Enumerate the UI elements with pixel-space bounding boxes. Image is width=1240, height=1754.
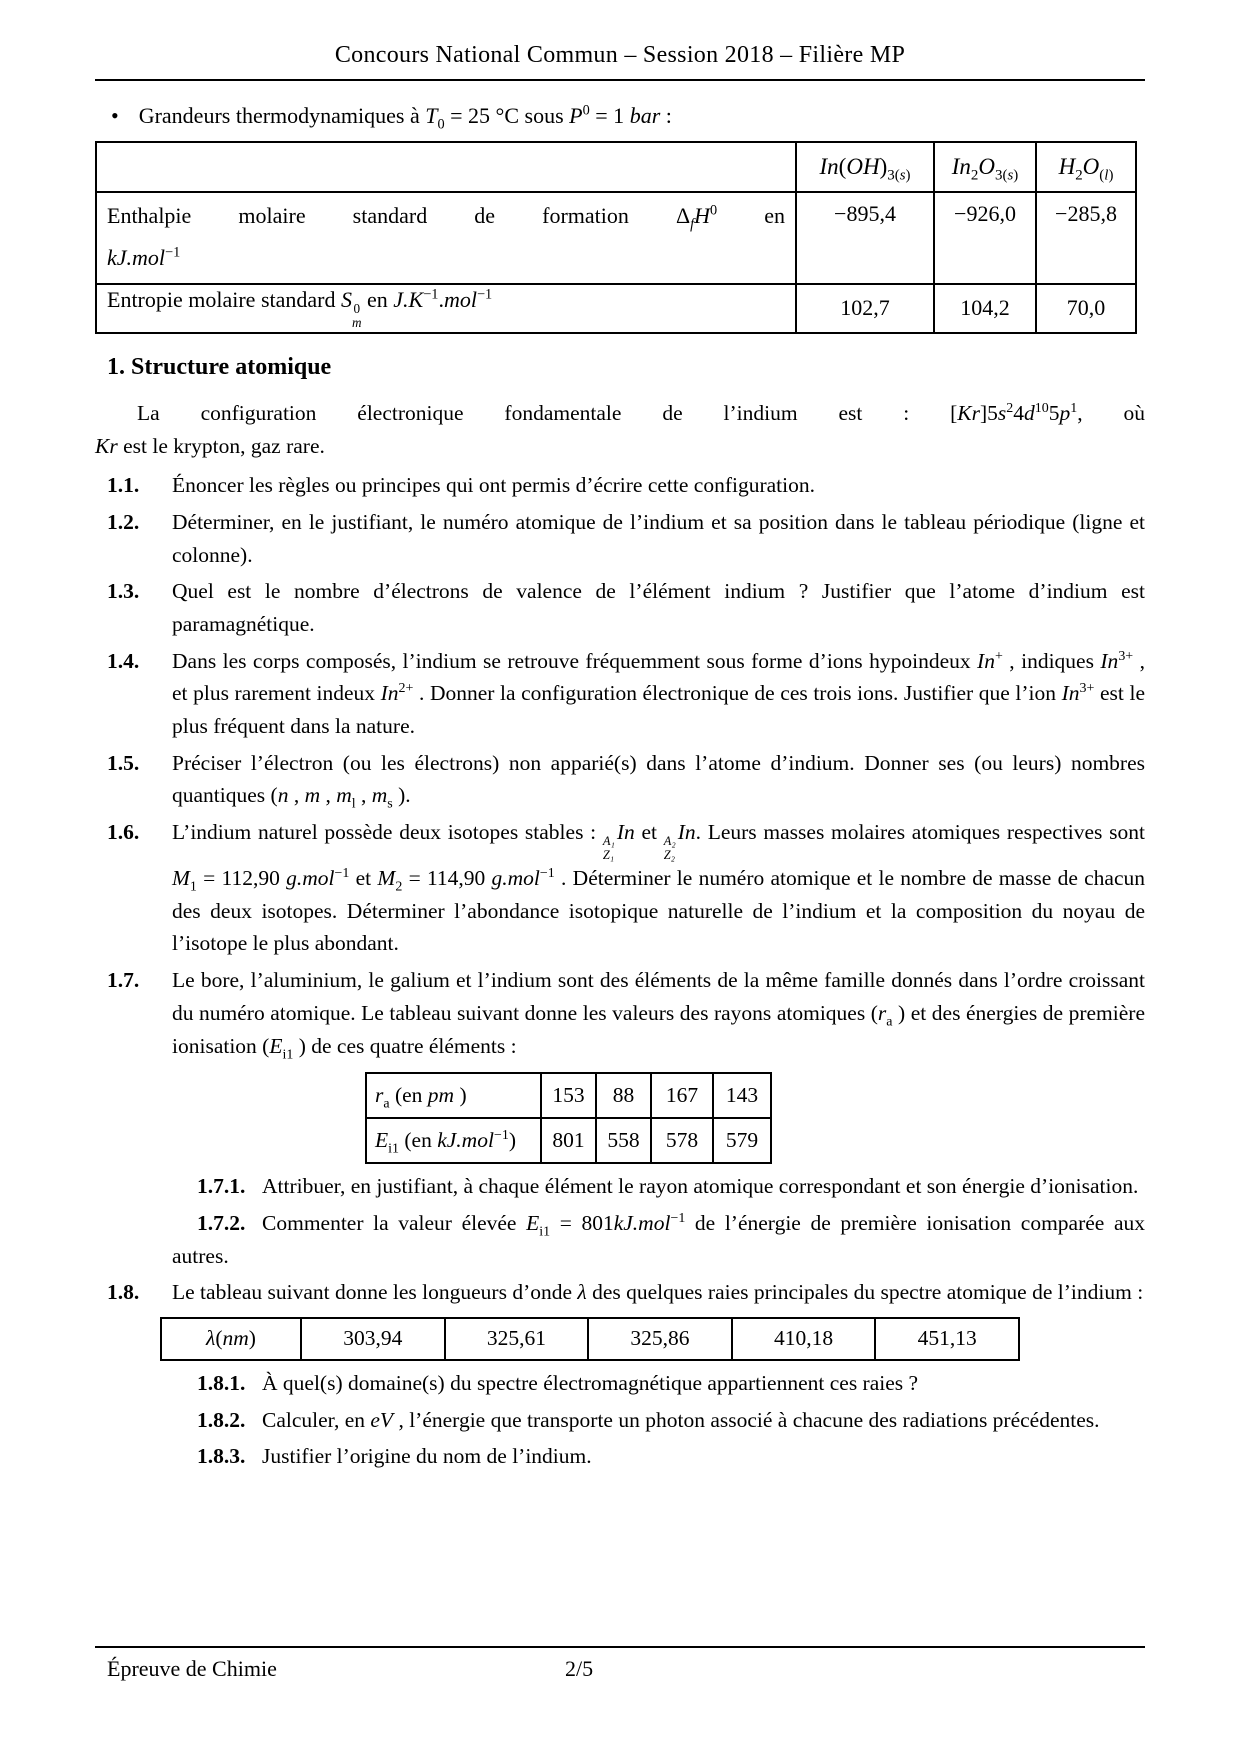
- question-item: [95, 964, 1145, 1062]
- table-cell: 579: [713, 1118, 771, 1163]
- table-cell: −895,4: [796, 192, 934, 284]
- table-cell: $H_2O_{(l)}$: [1036, 142, 1136, 192]
- table-cell: 88: [596, 1073, 651, 1118]
- question-item: [95, 1207, 1145, 1272]
- table-cell: −285,8: [1036, 192, 1136, 284]
- question-text: Le bore, l’aluminium, le galium et l’indium sont des éléments de la même famille donnés dans l’ordre croissant du numéro atomique. Le tableau suivant donne les valeurs des rayons atomiques ($r_a$ ) et des énergies de première ionisation ($E_{i1}$ ) de ces quatre éléments :: [172, 968, 1146, 1062]
- table-cell: 578: [651, 1118, 713, 1163]
- table-cell: 558: [596, 1118, 651, 1163]
- thermo-table: [95, 141, 1137, 334]
- question-item: [95, 575, 1145, 640]
- thermo-intro-line: [95, 102, 1145, 133]
- question-item: [95, 1276, 1145, 1309]
- page-header: [95, 0, 1145, 81]
- question-item: [95, 1404, 1145, 1437]
- table-cell: 143: [713, 1073, 771, 1118]
- table-row: [96, 284, 1136, 333]
- question-text: Calculer, en eV , l’énergie que transporte un photon associé à chacune des radiations précédentes.: [262, 1407, 1100, 1432]
- question-item: [95, 747, 1145, 812]
- wavelength-table: [160, 1317, 1020, 1361]
- question-number: 1.8.3.: [197, 1444, 246, 1469]
- table-cell: $r_a$ (en pm ): [366, 1073, 541, 1118]
- table-cell: 70,0: [1036, 284, 1136, 333]
- table-row: [161, 1318, 1019, 1360]
- footer-subject: Épreuve de Chimie: [107, 1656, 277, 1681]
- question-text: L’indium naturel possède deux isotopes stables : A₁ Z₁ In et A₂ Z₂ In. Leurs masses molaires atomiques respectives sont $M_1 = 112,90$ g.mol$^{-1}$ et $M_2 = 114,90$ g.mol$^{-1}$ . Déterminer le numéro atomique et le nombre de masse de chacun des deux isotopes. Déterminer l’abondance isotopique naturelle de l’indium et la composition du noyau de l’isotope le plus abondant.: [172, 820, 1145, 956]
- question-number: 1.7.2.: [197, 1210, 246, 1235]
- table-cell: 102,7: [796, 284, 934, 333]
- question-number: 1.3.: [107, 579, 140, 604]
- question-number: 1.8.: [107, 1280, 140, 1305]
- table-cell: $E_{i1}$ (en kJ.mol$^{-1}$): [366, 1118, 541, 1163]
- page-content: [95, 0, 1145, 1473]
- section-heading: 1. Structure atomique: [107, 353, 332, 380]
- table-cell: −926,0: [934, 192, 1036, 284]
- table-cell: 325,86: [588, 1318, 732, 1360]
- thermo-intro-text: Grandeurs thermodynamiques à $T_0 = 25$ °C sous $P^0 = 1$ bar :: [138, 102, 672, 133]
- header-divider: [95, 79, 1145, 81]
- question-item: [95, 506, 1145, 571]
- table-cell: Entropie molaire standard S 0 m en $J.K^{-1}.mol^{-1}$: [96, 284, 796, 333]
- table-cell: 167: [651, 1073, 713, 1118]
- table-row: [96, 192, 1136, 284]
- atomic-radius-ionisation-table: [365, 1072, 772, 1164]
- question-number: 1.1.: [107, 473, 140, 498]
- table-cell: $In_2O_{3(s)}$: [934, 142, 1036, 192]
- table-cell: 303,94: [301, 1318, 445, 1360]
- question-item: [95, 469, 1145, 502]
- question-item: [95, 816, 1145, 960]
- question-number: 1.5.: [107, 750, 140, 775]
- question-text: Déterminer, en le justifiant, le numéro atomique de l’indium et sa position dans le tableau périodique (ligne et colonne).: [172, 509, 1145, 567]
- table-cell: $In(OH)_{3(s)}$: [796, 142, 934, 192]
- question-text: Le tableau suivant donne les longueurs d’onde λ des quelques raies principales du spectre atomique de l’indium :: [172, 1280, 1144, 1305]
- question-text: Justifier l’origine du nom de l’indium.: [262, 1444, 592, 1469]
- table-cell: Enthalpie molaire standard de formation $\Delta_fH^0$ en kJ.mol$^{-1}$: [96, 192, 796, 284]
- question-text: Attribuer, en justifiant, à chaque élément le rayon atomique correspondant et son énergie d’ionisation.: [262, 1174, 1139, 1199]
- table-cell: 801: [541, 1118, 596, 1163]
- question-item: [95, 645, 1145, 743]
- table-cell: 104,2: [934, 284, 1036, 333]
- question-item: [95, 1440, 1145, 1473]
- question-number: 1.2.: [107, 509, 140, 534]
- table-cell: λ(nm): [161, 1318, 301, 1360]
- table-row: [366, 1118, 771, 1163]
- table-cell: 153: [541, 1073, 596, 1118]
- footer-divider: [95, 1646, 1145, 1648]
- question-text: À quel(s) domaine(s) du spectre électromagnétique appartiennent ces raies ?: [262, 1370, 919, 1395]
- question-text: Dans les corps composés, l’indium se retrouve fréquemment sous forme d’ions hypoindeux In+ , indiques $In^{3+}$ , et plus rarement indeux $In^{2+}$ . Donner la configuration électronique de ces trois ions. Justifier que l’ion $In^{3+}$ est le plus fréquent dans la nature.: [172, 648, 1145, 738]
- footer-page-number: 2/5: [565, 1656, 594, 1681]
- question-number: 1.6.: [107, 820, 140, 844]
- bullet-icon: •: [111, 103, 119, 128]
- question-text: Préciser l’électron (ou les électrons) non apparié(s) dans l’atome d’indium. Donner ses (ou leurs) nombres quantiques (n , m , $m_l$ , $m_s$ ).: [172, 750, 1145, 812]
- table-cell: 410,18: [732, 1318, 876, 1360]
- table-cell: 325,61: [445, 1318, 589, 1360]
- table-row: [96, 142, 1136, 192]
- intro-paragraph: La configuration électronique fondamentale de l’indium est : $[Kr]5s^24d^{10}5p^1$, où Kr est le krypton, gaz rare.: [95, 400, 1146, 458]
- table-cell: [96, 142, 796, 192]
- question-item: [95, 1367, 1145, 1400]
- table-row: [366, 1073, 771, 1118]
- question-text: Quel est le nombre d’électrons de valence de l’élément indium ? Justifier que l’atome d’indium est paramagnétique.: [172, 579, 1145, 636]
- question-number: 1.7.1.: [197, 1174, 246, 1199]
- question-item: [95, 1170, 1145, 1203]
- question-number: 1.8.2.: [197, 1407, 246, 1432]
- page-footer: [95, 1656, 1145, 1682]
- question-number: 1.7.: [107, 968, 140, 993]
- question-text: Commenter la valeur élevée $E_{i1} = 801kJ.mol^{-1}$ de l’énergie de première ionisation comparée aux autres.: [172, 1210, 1145, 1268]
- table-cell: 451,13: [875, 1318, 1019, 1360]
- question-number: 1.8.1.: [197, 1370, 246, 1395]
- question-number: 1.4.: [107, 648, 140, 673]
- page-title: Concours National Commun – Session 2018 – Filière MP: [334, 42, 906, 68]
- question-list: [95, 469, 1145, 1473]
- question-text: Énoncer les règles ou principes qui ont permis d’écrire cette configuration.: [172, 473, 815, 498]
